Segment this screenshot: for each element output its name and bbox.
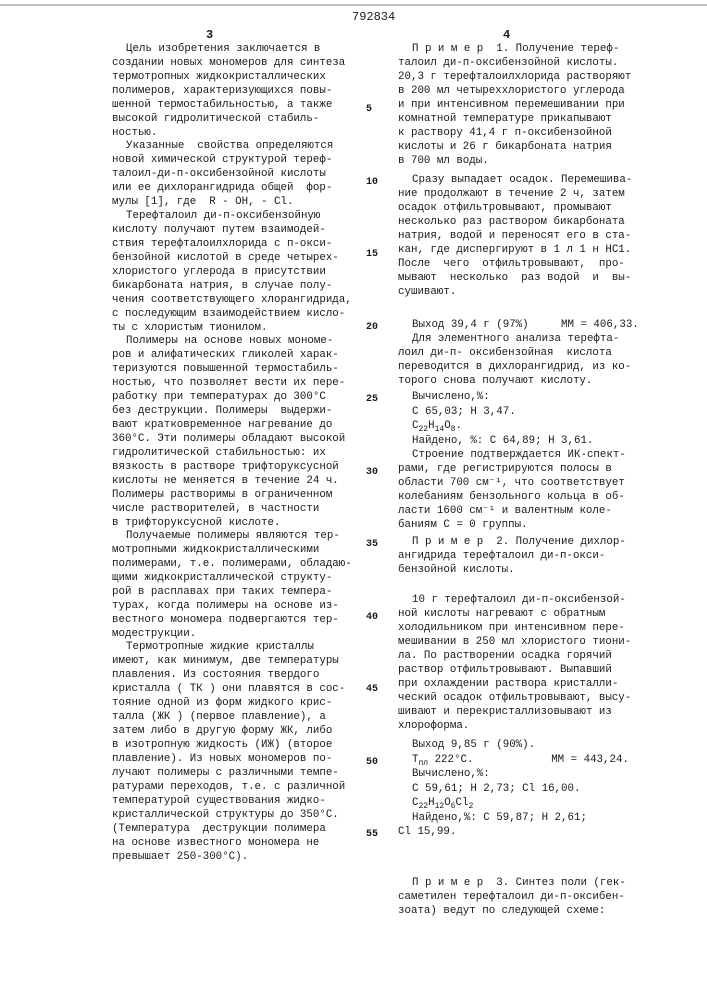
text-line: колебаниям бензольного кольца в об- [398, 490, 668, 504]
text-line: температурой существования жидко- [112, 794, 382, 808]
text-line: ствия терефталоилхлорида с п-окси- [112, 237, 382, 251]
text-line: чения соответствующего хлорангидрида, [112, 293, 382, 307]
text-line: хлористого углерода в присутствии [112, 265, 382, 279]
text-line: создании новых мономеров для синтеза [112, 56, 382, 70]
text-line: Термотропные жидкие кристаллы [112, 640, 382, 654]
patent-number: 792834 [352, 10, 395, 24]
text-line: Полимеры на основе новых мономе- [112, 334, 382, 348]
text-line: без деструкции. Полимеры выдержи- [112, 404, 382, 418]
text-paragraph [112, 640, 382, 864]
text-paragraph [398, 753, 668, 767]
text-line: мотропными жидкокристаллическими [112, 543, 382, 557]
text-line: к раствору 41,4 г п-оксибензойной [398, 126, 668, 140]
text-paragraph [398, 593, 668, 733]
text-line: талла (ЖК ) (первое плавление), а [112, 710, 382, 724]
text-line: ностью, что позволяет вести их пере- [112, 376, 382, 390]
text-paragraph [398, 782, 668, 796]
text-line: С 59,61; Н 2,73; Cl 16,00. [398, 782, 668, 796]
text-line: полимерами, т.е. полимерами, обладаю- [112, 557, 382, 571]
text-line: ратурами переходов, т.е. с различной [112, 780, 382, 794]
text-line: щими жидкокристаллической структу- [112, 571, 382, 585]
text-line: хлороформа. [398, 719, 668, 733]
text-line: баниям С = 0 группы. [398, 518, 668, 532]
text-line: высокой гидролитической стабиль- [112, 112, 382, 126]
text-line: превышает 250-300°С). [112, 850, 382, 864]
text-line: при охлаждении раствора кристалли- [398, 677, 668, 691]
text-line: новой химической структурой тереф- [112, 153, 382, 167]
text-line: или ее дихлорангидрида общей фор- [112, 181, 382, 195]
text-line: лоил ди-п- оксибензойная кислота [398, 346, 668, 360]
line-number: 15 [366, 249, 378, 260]
text-paragraph [112, 139, 382, 209]
text-line: 20,3 г терефталоилхлорида растворяют [398, 70, 668, 84]
text-line: с последующим взаимодействием кисло- [112, 307, 382, 321]
text-line: ров и алифатических гликолей харак- [112, 348, 382, 362]
text-line: Cl 15,99. [398, 825, 668, 839]
text-line: кристаллической структуры до 350°С. [112, 808, 382, 822]
text-line: комнатной температуре прикапывают [398, 112, 668, 126]
text-line: кислоту получают путем взаимодей- [112, 223, 382, 237]
text-line: Полимеры растворимы в ограниченном [112, 488, 382, 502]
text-line: П р и м е р 2. Получение дихлор- [398, 535, 668, 549]
formula-part: C [412, 420, 418, 432]
line-number: 20 [366, 322, 378, 333]
text-line: П р и м е р 3. Синтез поли (гек- [398, 876, 668, 890]
formula-part: O [444, 797, 450, 809]
text-line: Для элементного анализа терефта- [398, 332, 668, 346]
formula-part: C [412, 797, 418, 809]
text-line: мывают несколько раз водой и вы- [398, 271, 668, 285]
line-number: 10 [366, 177, 378, 188]
text-paragraph [398, 173, 668, 299]
text-paragraph [112, 529, 382, 641]
formula-part: H [428, 420, 434, 432]
line-number: 55 [366, 829, 378, 840]
text-line: рой в расплавах при таких темпера- [112, 585, 382, 599]
text-line: (Температура деструкции полимера [112, 822, 382, 836]
text-line: работку при температурах до 300°С [112, 390, 382, 404]
text-line: мулы [1], где R - OH, - Cl. [112, 195, 382, 209]
text-line: теризуются повышенной термостабиль- [112, 362, 382, 376]
chemical-formula-line [398, 419, 668, 433]
text-line: После чего отфильтровывают, про- [398, 257, 668, 271]
text-line: раствор отфильтровывают. Выпавший [398, 663, 668, 677]
text-line: талоил-ди-п-оксибензойной кислоты [112, 167, 382, 181]
text-paragraph [398, 738, 668, 752]
text-line: вают кратковременное нагревание до [112, 418, 382, 432]
text-line: в трифторуксусной кислоте. [112, 516, 382, 530]
line-number: 5 [366, 104, 372, 115]
text-line: бензойной кислотой в среде четырех- [112, 251, 382, 265]
text-paragraph [112, 42, 382, 140]
text-line: шивают и перекристаллизовывают из [398, 705, 668, 719]
text-line: кислоты и 26 г бикарбоната натрия [398, 140, 668, 154]
text-line: зоата) ведут по следующей схеме: [398, 904, 668, 918]
text-line: Найдено,%: С 59,87; Н 2,61; [398, 811, 668, 825]
subscript: 22 [418, 425, 428, 434]
text-line: Цель изобретения заключается в [112, 42, 382, 56]
line-number: 25 [366, 394, 378, 405]
text-line: 10 г терефталоил ди-п-оксибензой- [398, 593, 668, 607]
text-line: Строение подтверждается ИК-спект- [398, 448, 668, 462]
formula-part: T [412, 754, 418, 766]
chemical-formula-line [398, 753, 668, 767]
page-top-border [0, 4, 707, 6]
text-line: ние продолжают в течение 2 ч, затем [398, 187, 668, 201]
subscript: 6 [451, 802, 456, 811]
text-line: на основе известного мономера не [112, 836, 382, 850]
subscript: 12 [435, 802, 445, 811]
text-paragraph [398, 796, 668, 810]
line-number: 30 [366, 467, 378, 478]
text-line: ласти 1600 см⁻¹ и валентным коле- [398, 504, 668, 518]
text-line: Найдено, %: С 64,89; Н 3,61. [398, 434, 668, 448]
text-line: Получаемые полимеры являются тер- [112, 529, 382, 543]
text-paragraph [398, 318, 668, 332]
text-line: П р и м е р 1. Получение тереф- [398, 42, 668, 56]
text-line: вестного мономера подвергаются тер- [112, 613, 382, 627]
text-line: рами, где регистрируются полосы в [398, 462, 668, 476]
text-line: шенной термостабильностью, а также [112, 98, 382, 112]
subscript: 14 [435, 425, 445, 434]
text-line: Выход 9,85 г (90%). [398, 738, 668, 752]
text-line: ностью. [112, 126, 382, 140]
text-paragraph [398, 448, 668, 532]
text-line: Указанные свойства определяются [112, 139, 382, 153]
text-paragraph [398, 332, 668, 388]
formula-part: Cl [455, 797, 468, 809]
text-line: кислоты не меняется в течение 24 ч. [112, 474, 382, 488]
text-line: ты с хлористым тионилом. [112, 321, 382, 335]
text-line: Выход 39,4 г (97%) ММ = 406,33. [398, 318, 668, 332]
text-line: мешивании в 250 мл хлористого тиони- [398, 635, 668, 649]
text-line: тояние одной из форм жидкого крис- [112, 696, 382, 710]
text-line: бикарбоната натрия, в случае полу- [112, 279, 382, 293]
text-line: бензойной кислоты. [398, 563, 668, 577]
text-line: плавления. Из состояния твердого [112, 668, 382, 682]
text-line: полимеров, характеризующихся повы- [112, 84, 382, 98]
text-line: осадок отфильтровывают, промывают [398, 201, 668, 215]
line-number: 35 [366, 539, 378, 550]
subscript: 2 [468, 802, 473, 811]
text-paragraph [398, 419, 668, 433]
text-line: Сразу выпадает осадок. Перемешива- [398, 173, 668, 187]
text-paragraph [398, 811, 668, 839]
formula-part: H [428, 797, 434, 809]
text-line: числе растворителей, в частности [112, 502, 382, 516]
text-line: кристалла ( ТК ) они плавятся в сос- [112, 682, 382, 696]
text-line: плавление). Из новых мономеров по- [112, 752, 382, 766]
text-paragraph [398, 876, 668, 918]
text-line: термотропных жидкокристаллических [112, 70, 382, 84]
text-line: ангидрида терефталоил ди-п-окси- [398, 549, 668, 563]
text-paragraph [112, 209, 382, 335]
text-line: ла. По растворении осадка горячий [398, 649, 668, 663]
text-paragraph [398, 434, 668, 448]
text-line: имеют, как минимум, две температуры [112, 654, 382, 668]
text-line: С 65,03; Н 3,47. [398, 405, 668, 419]
text-line: турах, когда полимеры на основе из- [112, 599, 382, 613]
text-line: вязкость в растворе трифторуксусной [112, 460, 382, 474]
text-line: холодильником при интенсивном пере- [398, 621, 668, 635]
text-line: в 200 мл четыреххлористого углерода [398, 84, 668, 98]
text-line: натрия, водой и переносят его в ста- [398, 229, 668, 243]
text-paragraph [398, 390, 668, 404]
text-paragraph [398, 535, 668, 577]
text-line: и при интенсивном перемешивании при [398, 98, 668, 112]
text-line: лучают полимеры с различными темпе- [112, 766, 382, 780]
text-line: ческий осадок отфильтровывают, высу- [398, 691, 668, 705]
text-line: 360°С. Эти полимеры обладают высокой [112, 432, 382, 446]
line-number: 50 [366, 757, 378, 768]
subscript: 8 [451, 425, 456, 434]
text-line: затем либо в другую форму ЖК, либо [112, 724, 382, 738]
formula-part: 222°C. ММ = 443,24. [428, 754, 629, 766]
text-line: саметилен терефталоил ди-п-оксибен- [398, 890, 668, 904]
chemical-formula-line [398, 796, 668, 810]
text-paragraph [112, 334, 382, 530]
line-number: 45 [366, 684, 378, 695]
text-line: гидролитической стабильностью: их [112, 446, 382, 460]
text-paragraph [398, 767, 668, 781]
subscript: 22 [418, 802, 428, 811]
subscript: пл [418, 759, 428, 768]
text-line: торого снова получают кислоту. [398, 374, 668, 388]
text-paragraph [398, 405, 668, 419]
page-number-right: 4 [503, 28, 510, 42]
line-number: 40 [366, 612, 378, 623]
text-line: Вычислено,%: [398, 767, 668, 781]
formula-part: . [455, 420, 461, 432]
text-line: модеструкции. [112, 627, 382, 641]
text-paragraph [398, 42, 668, 168]
text-line: талоил ди-п-оксибензойной кислоты. [398, 56, 668, 70]
text-line: кан, где диспергируют в 1 л 1 н НС1. [398, 243, 668, 257]
formula-part: O [444, 420, 450, 432]
text-line: сушивают. [398, 285, 668, 299]
text-line: Терефталоил ди-п-оксибензойную [112, 209, 382, 223]
text-line: в изотропную жидкость (ИЖ) (второе [112, 738, 382, 752]
page-number-left: 3 [206, 28, 213, 42]
text-line: в 700 мл воды. [398, 154, 668, 168]
text-line: ной кислоты нагревают с обратным [398, 607, 668, 621]
text-line: несколько раз раствором бикарбоната [398, 215, 668, 229]
text-line: переводится в дихлорангидрид, из ко- [398, 360, 668, 374]
text-line: Вычислено,%: [398, 390, 668, 404]
text-line: области 700 см⁻¹, что соответствует [398, 476, 668, 490]
